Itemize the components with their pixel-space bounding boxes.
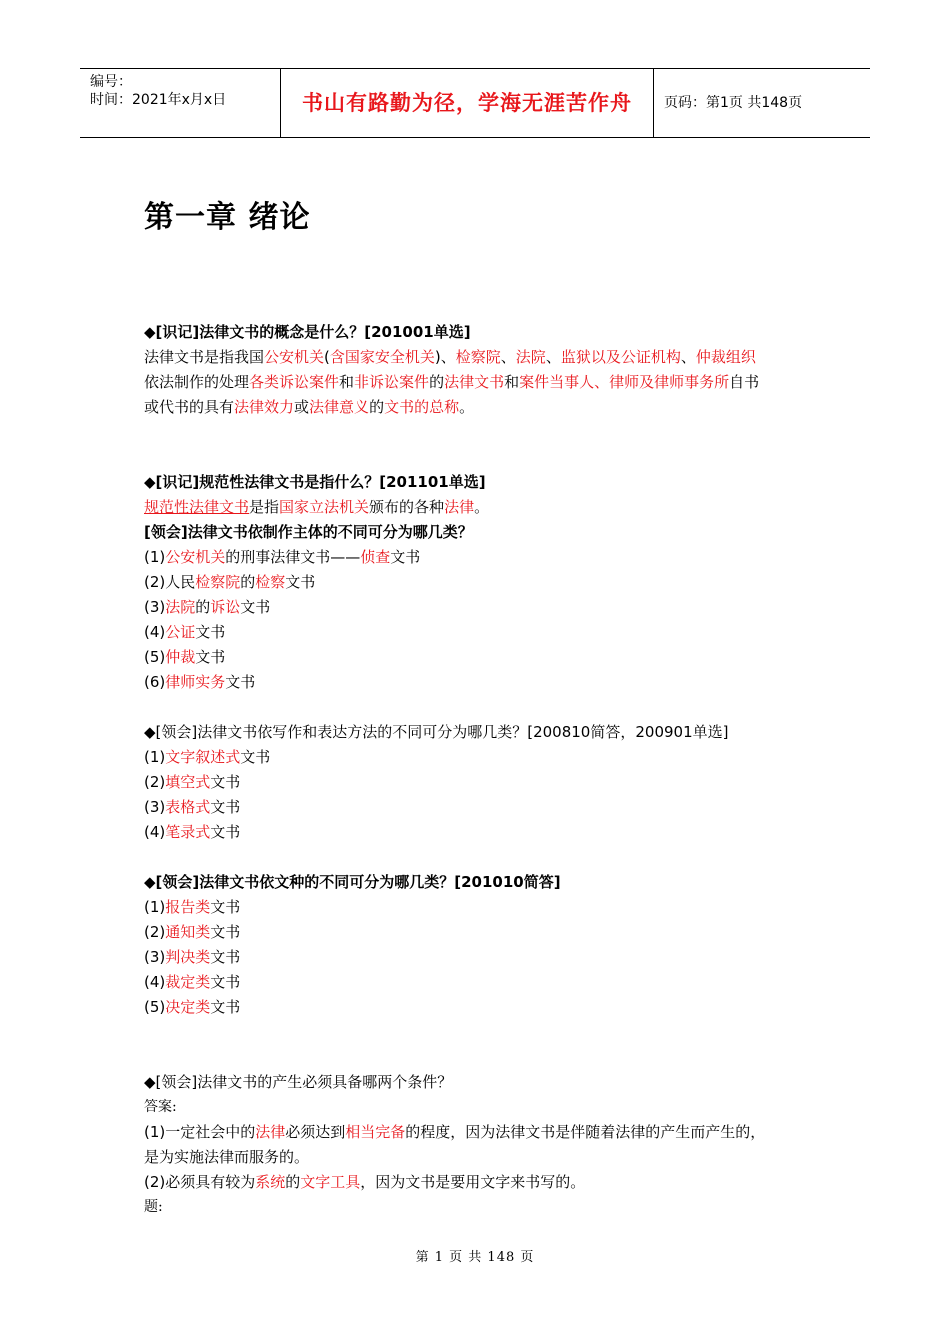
list-item: (1)报告类文书 — [144, 898, 241, 916]
list-item: (2)人民检察院的检察文书 — [144, 573, 316, 591]
list-item: (5)决定类文书 — [144, 998, 241, 1016]
q1-line-2: 依法制作的处理各类诉讼案件和非诉讼案件的法律文书和案件当事人、律师及律师事务所自书 — [144, 373, 760, 391]
q6-answer-1: (1)一定社会中的法律必须达到相当完备的程度，因为法律文书是伴随着法律的产生而产生的， — [144, 1123, 766, 1141]
q6-answer-1-cont: 是为实施法律而服务的。 — [144, 1148, 310, 1166]
q2-line-1: 规范性法律文书是指国家立法机关颁布的各种法律。 — [144, 498, 490, 516]
header-meta-cell — [80, 69, 281, 137]
next-question-label: 题: — [144, 1199, 163, 1215]
list-item: (4)公证文书 — [144, 623, 226, 641]
list-item: (3)法院的诉讼文书 — [144, 598, 271, 616]
list-item: (4)裁定类文书 — [144, 973, 241, 991]
q3-title: [领会]法律文书依制作主体的不同可分为哪几类？ — [144, 523, 473, 541]
header-motto: 书山有路勤为径，学海无涯苦作舟 — [281, 69, 654, 137]
document-body — [144, 320, 814, 1220]
number-label: 编号： — [90, 74, 132, 90]
list-item: (1)公安机关的刑事法律文书——侦查文书 — [144, 548, 421, 566]
q1-title: ◆[识记]法律文书的概念是什么？[201001单选] — [144, 323, 471, 341]
time-label: 时间：2021年x月x日 — [90, 92, 227, 108]
page-footer: 第 1 页 共 148 页 — [415, 1250, 535, 1265]
document-header — [80, 68, 870, 138]
q6-answer-2: (2)必须具有较为系统的文字工具，因为文书是要用文字来书写的。 — [144, 1173, 586, 1191]
q1-line-3: 或代书的具有法律效力或法律意义的文书的总称。 — [144, 398, 475, 416]
header-page-info: 页码：第1页 共148页 — [664, 95, 803, 111]
list-item: (3)表格式文书 — [144, 798, 241, 816]
list-item: (6)律师实务文书 — [144, 673, 256, 691]
list-item: (5)仲裁文书 — [144, 648, 226, 666]
list-item: (3)判决类文书 — [144, 948, 241, 966]
chapter-title: 第一章 绪论 — [144, 200, 311, 235]
answer-label: 答案: — [144, 1099, 177, 1115]
q2-title: ◆[识记]规范性法律文书是指什么？[201101单选] — [144, 473, 486, 491]
q4-title: ◆[领会]法律文书依写作和表达方法的不同可分为哪几类？[200810简答，200901单选] — [144, 723, 729, 741]
list-item: (2)填空式文书 — [144, 773, 241, 791]
list-item: (1)文字叙述式文书 — [144, 748, 271, 766]
q5-title: ◆[领会]法律文书依文种的不同可分为哪几类？[201010简答] — [144, 873, 561, 891]
q6-title: ◆[领会]法律文书的产生必须具备哪两个条件？ — [144, 1073, 453, 1091]
list-item: (2)通知类文书 — [144, 923, 241, 941]
list-item: (4)笔录式文书 — [144, 823, 241, 841]
q1-line-1: 法律文书是指我国公安机关(含国家安全机关)、检察院、法院、监狱以及公证机构、仲裁组织 — [144, 348, 756, 366]
